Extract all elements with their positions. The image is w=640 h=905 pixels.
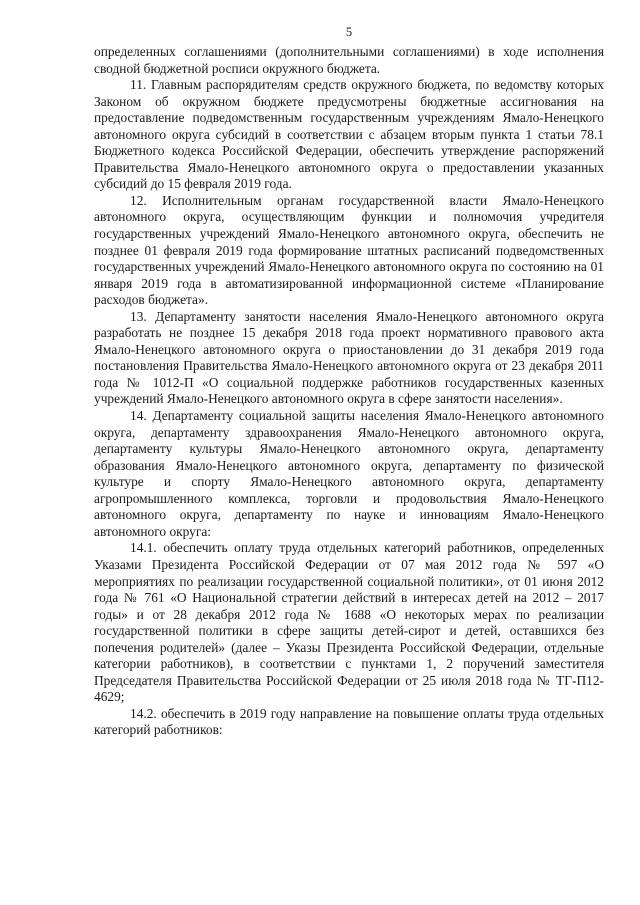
paragraph-14-1: 14.1. обеспечить оплату труда отдельных категорий работников, определенных Указами Президента Российской Федерации от 07 мая 2012 года № 597 «О мероприятиях по реализации государственной социальной политики», от 01 июня 2012 года № 761 «О Национальной стратегии действий в интересах детей на 2012 – 2017 годы» и от 28 декабря 2012 года № 1688 «О некоторых мерах по реализации государственной политики в сфере защиты детей-сирот и детей, оставшихся без попечения родителей» (далее – Указы Президента Российской Федерации, отдельные категории работников), в соответствии с пунктами 1, 2 поручений заместителя Председателя Правительства Российской Федерации от 25 июля 2018 года № ТГ-П12-4629;	[94, 540, 604, 705]
page-number: 5	[345, 25, 353, 39]
paragraph-14: 14. Департаменту социальной защиты населения Ямало-Ненецкого автономного округа, департаменту здравоохранения Ямало-Ненецкого автономного округа, департаменту культуры Ямало-Ненецкого автономного округа, департаменту образования Ямало-Ненецкого автономного округа, департаменту по физической культуре и спорту Ямало-Ненецкого автономного округа, департаменту агропромышленного комплекса, торговли и продовольствия Ямало-Ненецкого автономного округа, департаменту по науке и инновациям Ямало-Ненецкого автономного округа:	[94, 408, 604, 539]
paragraph-12: 12. Исполнительным органам государственной власти Ямало-Ненецкого автономного округа, осуществляющим функции и полномочия учредителя государственных учреждений Ямало-Ненецкого автономного округа, обеспечить не позднее 01 февраля 2019 года формирование штатных расписаний подведомственных государственных учреждений Ямало-Ненецкого автономного округа по состоянию на 01 января 2019 года в автоматизированной информационной системе «Планирование расходов бюджета».	[94, 192, 604, 308]
paragraph-11: 11. Главным распорядителям средств окружного бюджета, по ведомству которых Законом об окружном бюджете предусмотрены бюджетные ассигнования на предоставление подведомственным государственным учреждениям Ямало-Ненецкого автономного округа субсидий в соответствии с абзацем вторым пункта 1 статьи 78.1 Бюджетного кодекса Российской Федерации, обеспечить утверждение распоряжений Правительства Ямало-Ненецкого автономного округа о предоставлении указанных субсидий до 15 февраля 2019 года.	[94, 77, 604, 192]
paragraph-13: 13. Департаменту занятости населения Ямало-Ненецкого автономного округа разработать не позднее 15 декабря 2018 года проект нормативного правового акта Ямало-Ненецкого автономного округа о приостановлении до 31 декабря 2019 года постановления Правительства Ямало-Ненецкого автономного округа от 23 декабря 2011 года № 1012-П «О социальной поддержке работников государственных казенных учреждений Ямало-Ненецкого автономного округа в сфере занятости населения».	[94, 308, 604, 407]
paragraph-continuation: определенных соглашениями (дополнительными соглашениями) в ходе исполнения сводной бюджетной росписи окружного бюджета.	[94, 44, 604, 76]
document-page	[94, 24, 604, 739]
paragraph-14-2: 14.2. обеспечить в 2019 году направление на повышение оплаты труда отдельных категорий работников:	[94, 705, 604, 738]
